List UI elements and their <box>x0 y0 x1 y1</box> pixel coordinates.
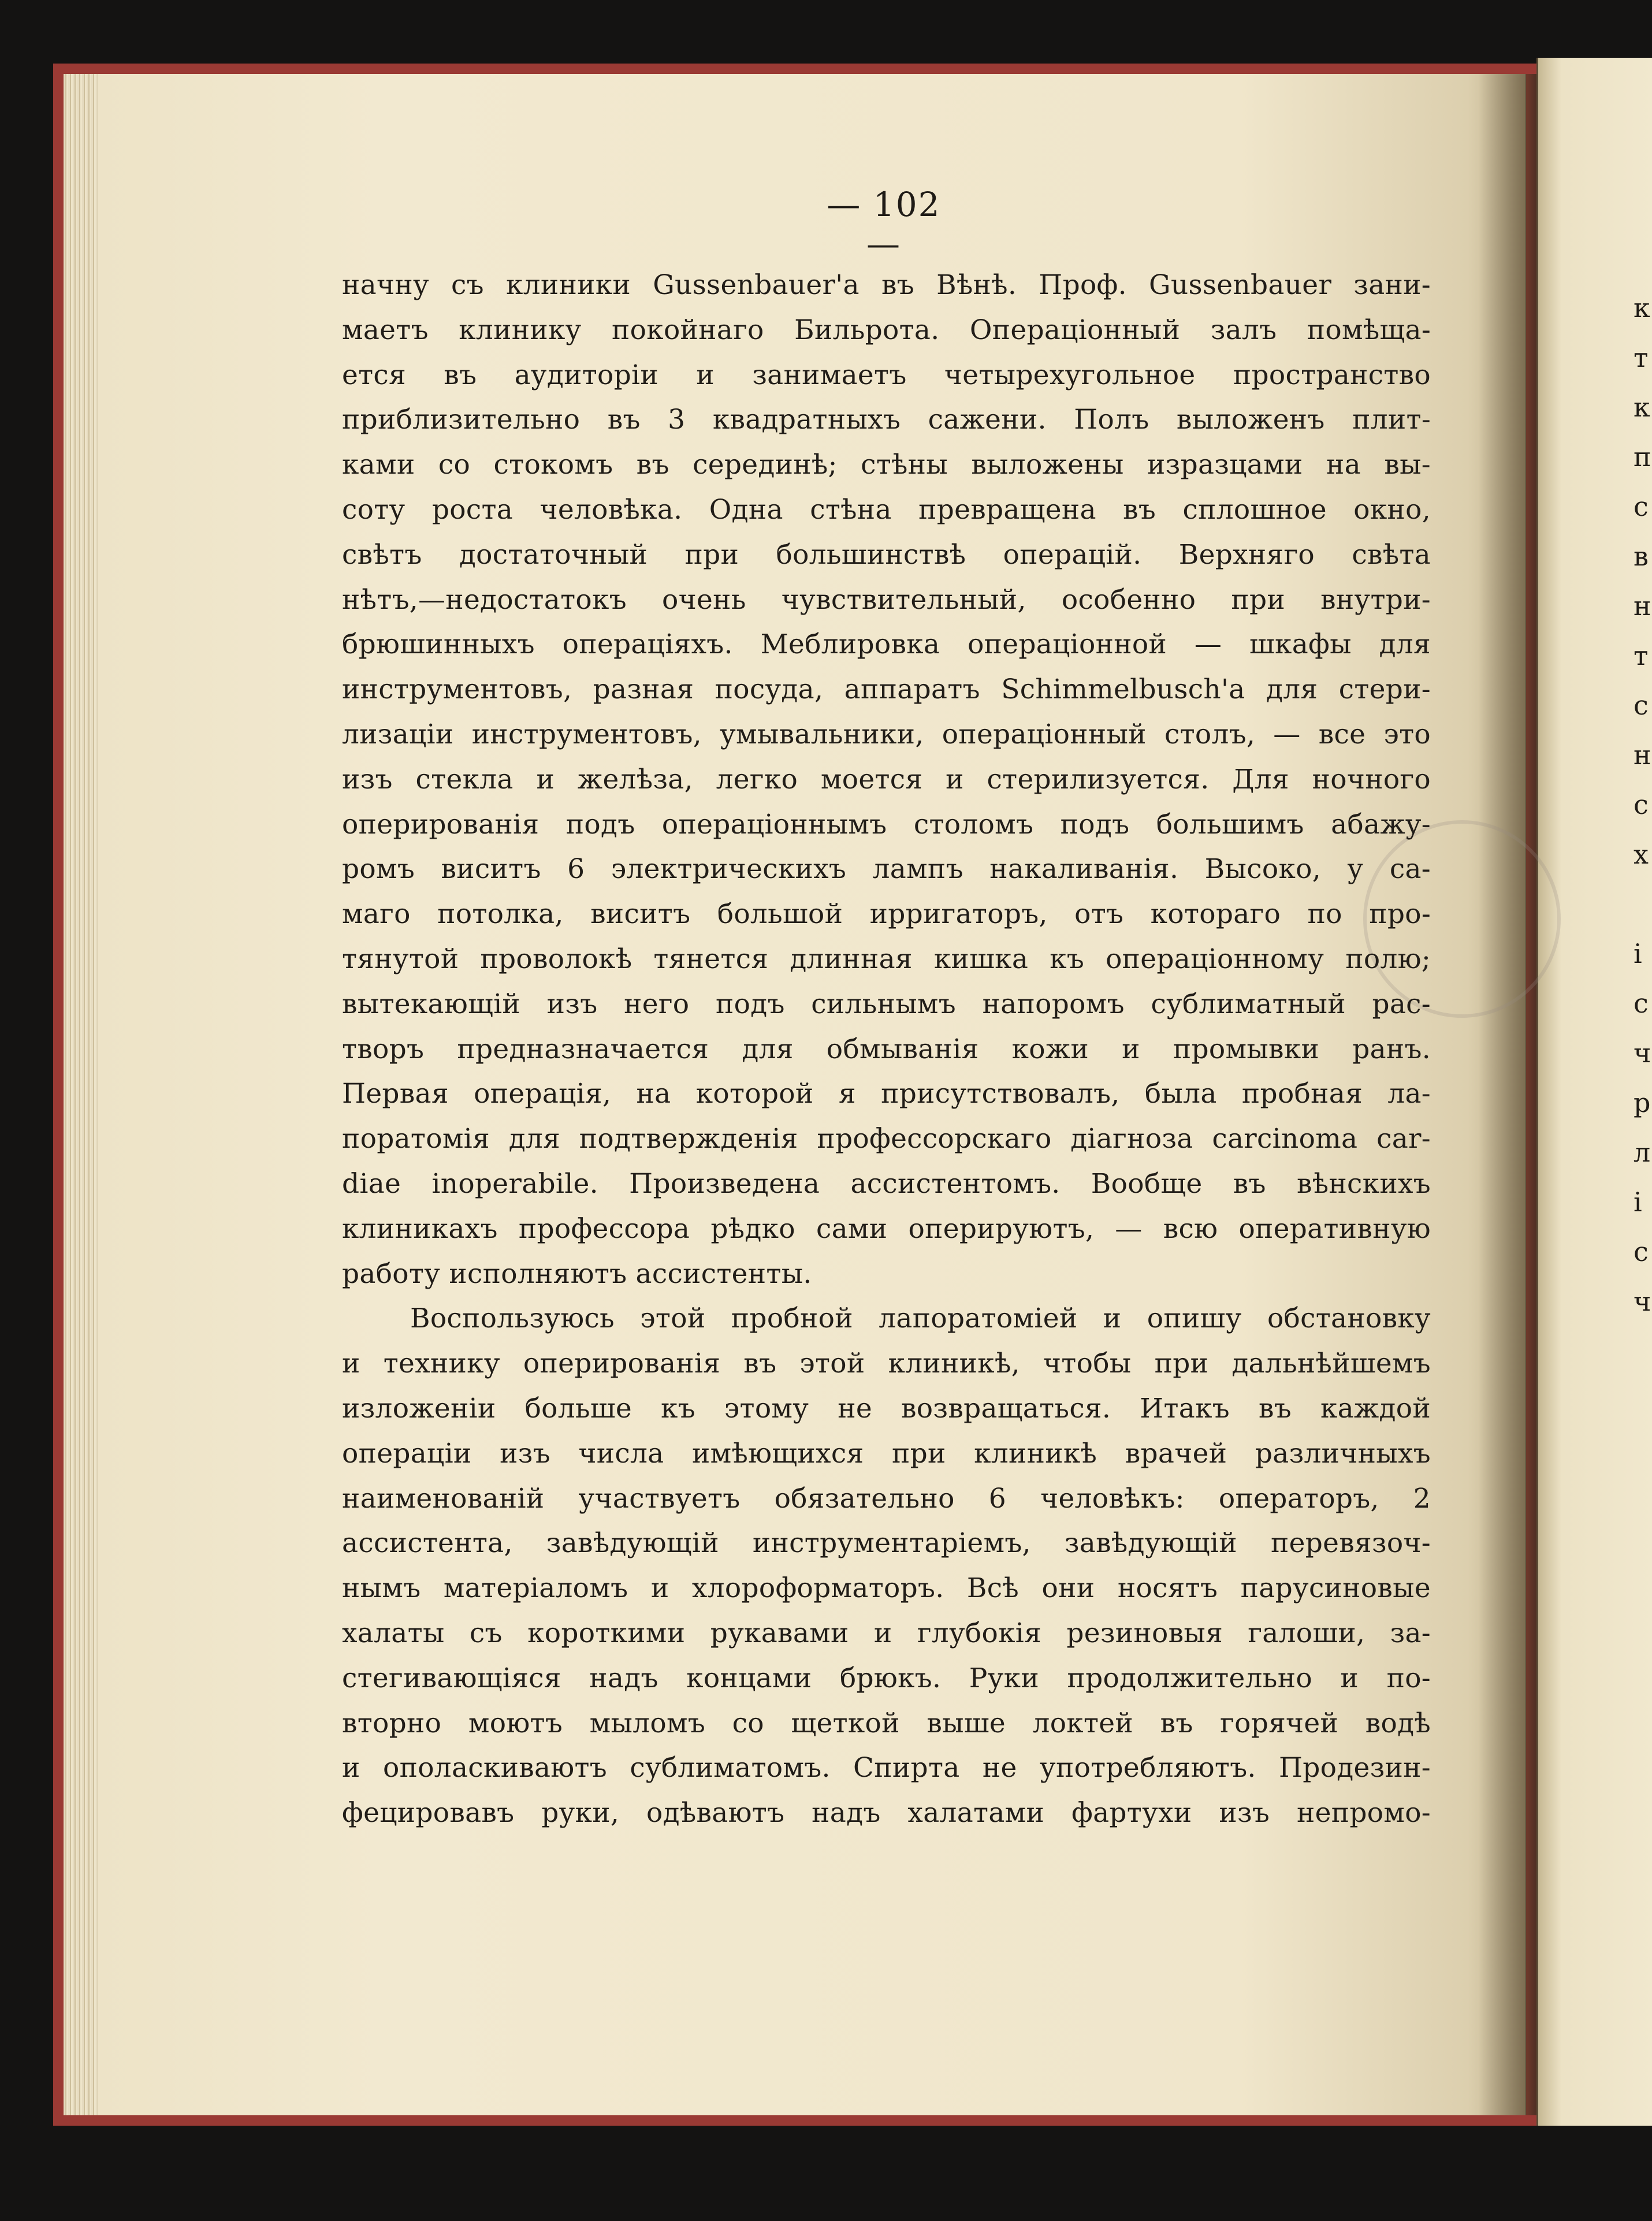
text-line: ками со стокомъ въ серединѣ; стѣны выложены изразцами на вы- <box>342 449 1431 481</box>
text-line: операціи изъ числа имѣющихся при клиникѣ врачей различныхъ <box>342 1437 1431 1469</box>
margin-letter: і <box>1634 938 1642 969</box>
text-line: тянутой проволокѣ тянется длинная кишка къ операціонному полю; <box>342 943 1431 975</box>
text-line: свѣтъ достаточный при большинствѣ операцій. Верхняго свѣта <box>342 538 1431 571</box>
margin-letter: н <box>1634 739 1651 771</box>
margin-letter: к <box>1634 292 1650 323</box>
margin-letter: к <box>1634 392 1650 423</box>
text-line: стегивающіяся надъ концами брюкъ. Руки продолжительно и по- <box>342 1662 1431 1694</box>
text-line: клиникахъ профессора рѣдко сами оперируютъ, — всю оперативную <box>342 1212 1431 1245</box>
text-line: Первая операція, на которой я присутствовалъ, была пробная ла- <box>342 1078 1431 1110</box>
text-line: изъ стекла и желѣза, легко моется и стерилизуется. Для ночного <box>342 763 1431 795</box>
margin-letter: х <box>1634 839 1649 870</box>
text-line: начну съ клиники Gussenbauer'а въ Вѣнѣ. Проф. Gussenbauer зани- <box>342 269 1431 301</box>
text-line: лизаціи инструментовъ, умывальники, операціонный столъ, — все это <box>342 718 1431 750</box>
margin-letter: с <box>1634 690 1649 721</box>
text-line: ромъ виситъ 6 электрическихъ лампъ накаливанія. Высоко, у са- <box>342 853 1431 886</box>
text-line: вытекающій изъ него подъ сильнымъ напоромъ сублиматный рас- <box>342 988 1431 1020</box>
text-line: маго потолка, виситъ большой ирригаторъ, отъ котораго по про- <box>342 898 1431 931</box>
text-line: изложеніи больше къ этому не возвращаться. Итакъ въ каждой <box>342 1392 1431 1424</box>
text-line: наименованій участвуетъ обязательно 6 человѣкъ: операторъ, 2 <box>342 1482 1431 1515</box>
paragraph-2 <box>342 1296 1431 1836</box>
margin-letter: т <box>1634 342 1649 373</box>
margin-letter: т <box>1634 640 1649 671</box>
text-line: Воспользуюсь этой пробной лапоратоміей и опишу обстановку <box>410 1303 1431 1335</box>
margin-letter: с <box>1634 1236 1649 1267</box>
margin-letter: ч <box>1634 1037 1651 1069</box>
text-line: нымъ матеріаломъ и хлороформаторъ. Всѣ они носятъ парусиновые <box>342 1572 1431 1605</box>
margin-letter: н <box>1634 590 1651 622</box>
text-line: соту роста человѣка. Одна стѣна превращена въ сплошное окно, <box>342 493 1431 526</box>
margin-letter: с <box>1634 789 1649 820</box>
margin-letter: с <box>1634 491 1649 522</box>
margin-letter: в <box>1634 541 1649 572</box>
text-line: инструментовъ, разная посуда, аппаратъ Schimmelbusch'а для стери- <box>342 674 1431 706</box>
text-line: работу исполняютъ ассистенты. <box>342 1258 812 1290</box>
text-line: и технику оперированія въ этой клиникѣ, чтобы при дальнѣйшемъ <box>342 1348 1431 1380</box>
page-text <box>342 263 1431 1836</box>
text-line: оперированія подъ операціоннымъ столомъ подъ большимъ абажу- <box>342 808 1431 840</box>
margin-letter: ч <box>1634 1286 1651 1317</box>
text-line: ется въ аудиторіи и занимаетъ четырехугольное пространство <box>342 359 1431 391</box>
margin-letter: л <box>1634 1137 1651 1168</box>
margin-letter: р <box>1634 1087 1651 1118</box>
text-line: diae inoperabile. Произведена ассистентомъ. Вообще въ вѣнскихъ <box>342 1167 1431 1200</box>
text-line: халаты съ короткими рукавами и глубокія резиновыя галоши, за- <box>342 1617 1431 1649</box>
page-number: — 102 — <box>827 185 941 263</box>
text-line: маетъ клинику покойнаго Бильрота. Операціонный залъ помѣща- <box>342 314 1431 346</box>
text-line: вторно моютъ мыломъ со щеткой выше локтей въ горячей водѣ <box>342 1707 1431 1739</box>
next-page-margin-letters <box>1634 283 1652 1326</box>
margin-letter: с <box>1634 988 1649 1019</box>
text-line: приблизительно въ 3 квадратныхъ сажени. Полъ выложенъ плит- <box>342 404 1431 436</box>
margin-letter <box>1634 879 1652 929</box>
text-line: нѣтъ,—недостатокъ очень чувствительный, особенно при внутри- <box>342 583 1431 616</box>
text-line: поратомія для подтвержденія профессорскаго діагноза carcinoma car- <box>342 1123 1431 1155</box>
margin-letter: і <box>1634 1186 1642 1218</box>
paragraph-1 <box>342 263 1431 1296</box>
text-line: фецировавъ руки, одѣваютъ надъ халатами фартухи изъ непромо- <box>342 1797 1431 1829</box>
margin-letter: п <box>1634 441 1651 473</box>
text-line: и ополаскиваютъ сублиматомъ. Спирта не употребляютъ. Продезин- <box>342 1752 1431 1784</box>
text-line: брюшинныхъ операціяхъ. Меблировка операціонной — шкафы для <box>342 628 1431 661</box>
text-line: ассистента, завѣдующій инструментаріемъ, завѣдующій перевязоч- <box>342 1527 1431 1560</box>
text-line: творъ предназначается для обмыванія кожи и промывки ранъ. <box>342 1033 1431 1065</box>
